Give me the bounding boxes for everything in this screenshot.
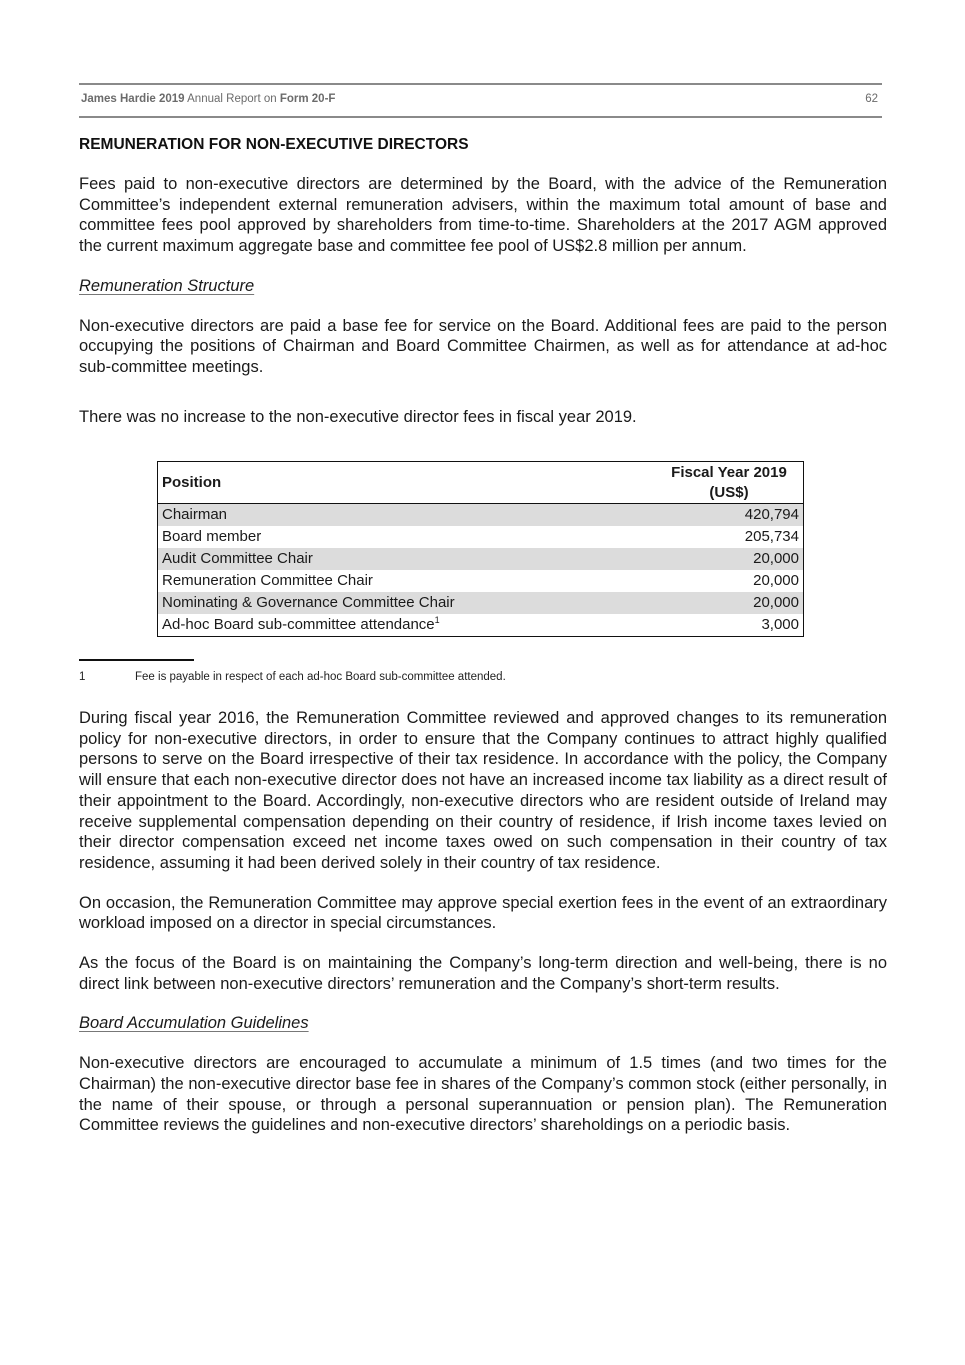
footnote (79, 671, 506, 683)
footnote-rule (79, 659, 194, 661)
fee-cell: 20,000 (753, 572, 799, 589)
fee-table (157, 461, 804, 637)
guidelines-paragraph: Non-executive directors are encouraged to accumulate a minimum of 1.5 times (and two times for the Chairman) the non-executive director base fee in shares of the Company’s common stock (either personally, in the name of their spouse, or through a personal superannuation or pension plan). The Remuneration Committee reviews the guidelines and non-executive directors’ shareholdings on a periodic basis. (79, 1054, 887, 1135)
page-number: 62 (865, 93, 878, 105)
footnote-reference: 1 (434, 615, 440, 625)
position-cell: Nominating & Governance Committee Chair (158, 592, 656, 614)
column-header-fee: Fiscal Year 2019 (US$) (655, 462, 804, 504)
no-increase-paragraph: There was no increase to the non-executive director fees in fiscal year 2019. (79, 407, 637, 426)
table-row (158, 504, 804, 527)
position-cell: Ad-hoc Board sub-committee attendance$^1$ (162, 615, 440, 633)
intro-paragraph: Fees paid to non-executive directors are determined by the Board, with the advice of the Remuneration Committee’s independent external remuneration advisers, within the maximum total amount of base and committee fees pool approved by shareholders from time-to-time. Shareholders at the 2017 AGM approved the current maximum aggregate base and committee fee pool of US$2.8 million per annum. (79, 175, 887, 256)
exertion-paragraph: On occasion, the Remuneration Committee may approve special exertion fees in the event of an extraordinary workload imposed on a director in special circumstances. (79, 893, 887, 933)
header-bottom-rule (79, 116, 882, 118)
structure-paragraph: Non-executive directors are paid a base fee for service on the Board. Additional fees are paid to the person occupying the positions of Chairman and Board Committee Chairmen, as well as for attendance at ad-hoc sub-committee meetings. (79, 316, 887, 376)
fee-cell: 420,794 (655, 504, 804, 527)
header-top-rule (79, 83, 882, 85)
section-title: REMUNERATION FOR NON-EXECUTIVE DIRECTORS (79, 136, 469, 153)
fee-cell: 205,734 (744, 528, 799, 545)
running-header (81, 93, 878, 105)
guidelines-heading: Board Accumulation Guidelines (79, 1014, 309, 1033)
fee-cell: 20,000 (655, 548, 804, 570)
table-row (158, 614, 804, 637)
report-title: James Hardie 2019 Annual Report on Form 20-F (81, 93, 336, 105)
table-row (158, 526, 804, 548)
column-header-position: Position (158, 462, 656, 504)
position-cell: Remuneration Committee Chair (162, 572, 373, 589)
lower-content (79, 708, 887, 1136)
fee-cell: 3,000 (761, 616, 799, 633)
policy-paragraph: During fiscal year 2016, the Remuneration Committee reviewed and approved changes to its remuneration policy for non-executive directors, in order to ensure that the Company continues to attract highly qualified persons to serve on the Board irrespective of their tax residence. In accordance with the policy, the Company will ensure that each non-executive director does not have an increased income tax liability as a direct result of their appointment to the Board. Accordingly, non-executive directors who are resident outside of Ireland may receive supplemental compensation depending on their country of residence, if Irish income taxes levied on their director compensation exceed net income taxes owed on such compensation in their country of tax residence, assuming it had been derived solely in their country of tax residence. (79, 709, 887, 872)
table-header-row (158, 462, 804, 504)
table-row (158, 548, 804, 570)
position-cell: Chairman (158, 504, 656, 527)
footnote-text: Fee is payable in respect of each ad-hoc Board sub-committee attended. (135, 671, 506, 683)
remuneration-structure-heading: Remuneration Structure (79, 276, 255, 295)
footnote-number: 1 (79, 671, 86, 683)
table-row (158, 570, 804, 592)
upper-content (79, 136, 887, 427)
position-cell: Board member (162, 528, 262, 545)
position-cell: Audit Committee Chair (158, 548, 656, 570)
fee-cell: 20,000 (655, 592, 804, 614)
focus-paragraph: As the focus of the Board is on maintaining the Company’s long-term direction and well-being, there is no direct link between non-executive directors’ remuneration and the Company’s short-term results. (79, 954, 887, 993)
table-row (158, 592, 804, 614)
